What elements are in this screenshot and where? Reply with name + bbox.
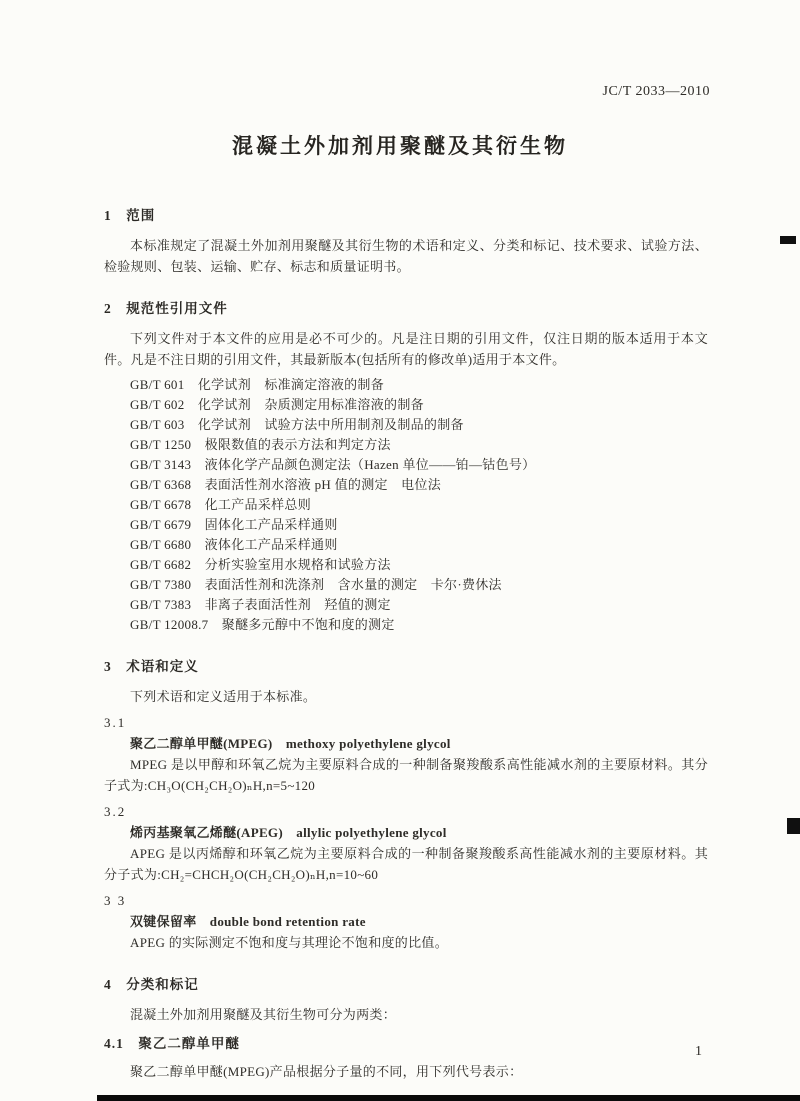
section-2-paragraph: 下列文件对于本文件的应用是必不可少的。凡是注日期的引用文件，仅注日期的版本适用于本文件。凡是不注日期的引用文件，其最新版本(包括所有的修改单)适用于本文件。 [104, 331, 708, 367]
reference-item: GB/T 3143 液体化学产品颜色测定法（Hazen 单位——铂—钴色号） [130, 457, 536, 472]
term-number: 3.1 [104, 715, 127, 730]
term-block-apeg [104, 804, 708, 885]
term-definition: APEG 是以丙烯醇和环氧乙烷为主要原料合成的一种制备聚羧酸系高性能减水剂的主要原材料。其分子式为:CH₂=CHCH₂O(CH₂CH₂O)ₙH,n=10~60 [104, 846, 708, 882]
section-2-heading: 2 规范性引用文件 [104, 301, 228, 316]
reference-item: GB/T 603 化学试剂 试验方法中所用制剂及制品的制备 [130, 417, 464, 432]
section-1-paragraph: 本标准规定了混凝土外加剂用聚醚及其衍生物的术语和定义、分类和标记、技术要求、试验方法、检验规则、包装、运输、贮存、标志和质量证明书。 [104, 238, 708, 274]
section-1-heading: 1 范围 [104, 208, 156, 223]
term-name: 烯丙基聚氧乙烯醚(APEG) allylic polyethylene glycol [130, 825, 447, 840]
term-number: 3 3 [104, 893, 127, 908]
reference-item: GB/T 602 化学试剂 杂质测定用标准溶液的制备 [130, 397, 424, 412]
reference-item: GB/T 601 化学试剂 标准滴定溶液的制备 [130, 377, 385, 392]
section-4-intro: 混凝土外加剂用聚醚及其衍生物可分为两类： [130, 1007, 397, 1022]
reference-item: GB/T 12008.7 聚醚多元醇中不饱和度的测定 [130, 617, 395, 632]
reference-item: GB/T 7383 非离子表面活性剂 羟值的测定 [130, 597, 391, 612]
section-4-1-heading: 4.1 聚乙二醇单甲醚 [104, 1036, 240, 1051]
term-block-double-bond [104, 893, 708, 953]
term-definition: MPEG 是以甲醇和环氧乙烷为主要原料合成的一种制备聚羧酸系高性能减水剂的主要原材料。其分子式为:CH₃O(CH₂CH₂O)ₙH,n=5~120 [104, 757, 708, 793]
section-4-heading: 4 分类和标记 [104, 977, 199, 992]
section-3-intro: 下列术语和定义适用于本标准。 [130, 689, 317, 704]
document-body [0, 204, 800, 1082]
reference-item: GB/T 6368 表面活性剂水溶液 pH 值的测定 电位法 [130, 477, 442, 492]
reference-item: GB/T 6678 化工产品采样总则 [130, 497, 312, 512]
term-name: 聚乙二醇单甲醚(MPEG) methoxy polyethylene glycol [130, 736, 451, 751]
reference-item: GB/T 6682 分析实验室用水规格和试验方法 [130, 557, 391, 572]
page-number: 1 [695, 1044, 702, 1059]
term-definition: APEG 的实际测定不饱和度与其理论不饱和度的比值。 [130, 935, 448, 950]
document-title: 混凝土外加剂用聚醚及其衍生物 [232, 134, 568, 158]
reference-item: GB/T 6680 液体化工产品采样通则 [130, 537, 338, 552]
reference-item: GB/T 1250 极限数值的表示方法和判定方法 [130, 437, 391, 452]
scan-artifact [780, 236, 796, 244]
scan-artifact [787, 818, 800, 834]
term-name: 双键保留率 double bond retention rate [130, 914, 366, 929]
term-number: 3.2 [104, 804, 127, 819]
section-4-1-paragraph: 聚乙二醇单甲醚(MPEG)产品根据分子量的不同，用下列代号表示： [130, 1064, 523, 1079]
scan-artifact [97, 1095, 800, 1101]
section-3-heading: 3 术语和定义 [104, 659, 199, 674]
standard-code: JC/T 2033—2010 [602, 84, 710, 99]
reference-item: GB/T 7380 表面活性剂和洗涤剂 含水量的测定 卡尔·费休法 [130, 577, 502, 592]
reference-item: GB/T 6679 固体化工产品采样通则 [130, 517, 338, 532]
normative-references-list [130, 375, 708, 635]
term-block-mpeg [104, 715, 708, 796]
